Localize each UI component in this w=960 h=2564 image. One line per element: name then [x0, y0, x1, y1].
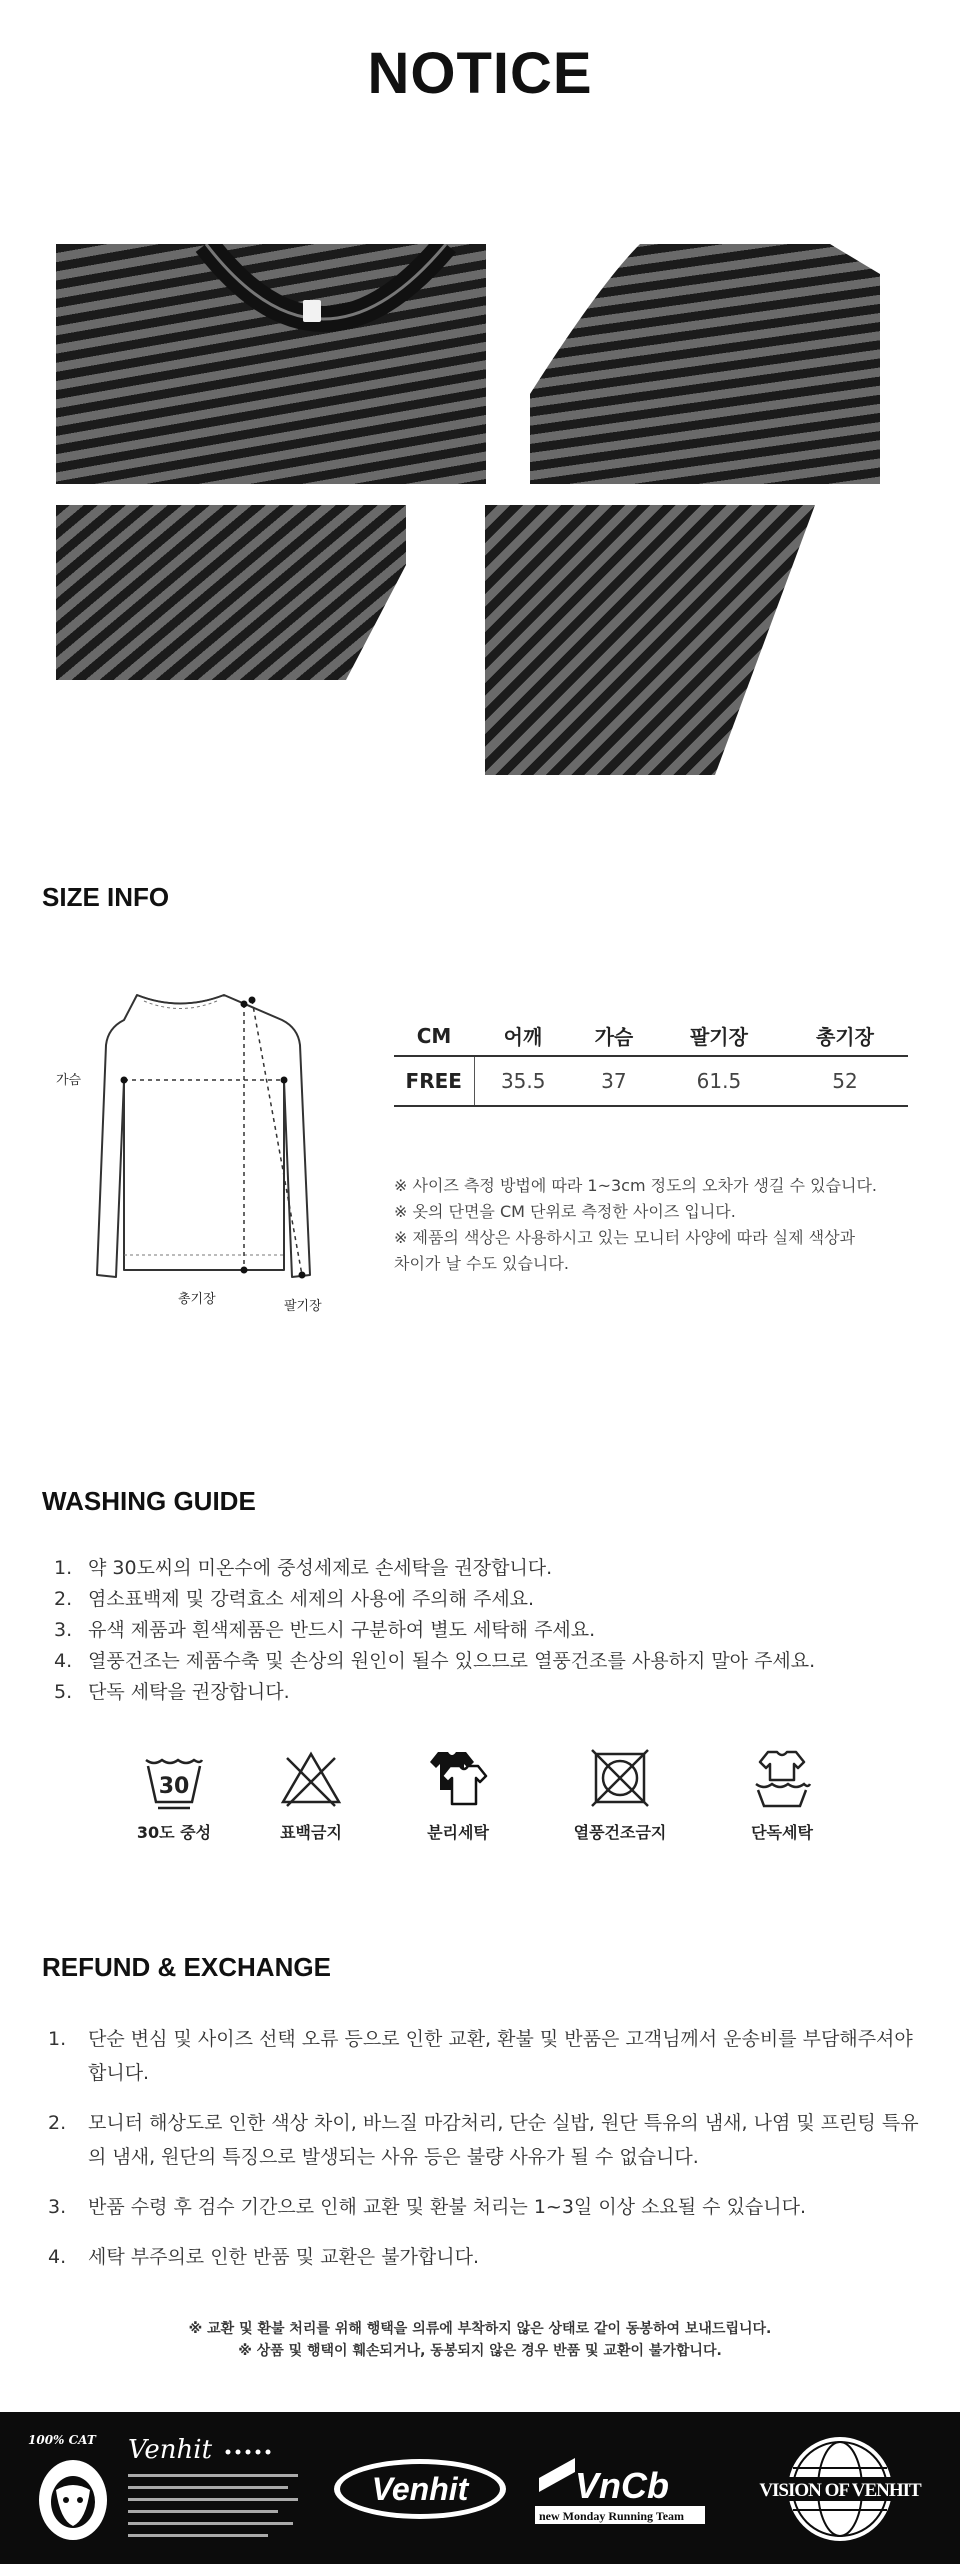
wash-alone-icon [750, 1746, 814, 1810]
list-item: 4. 열풍건조는 제품수축 및 손상의 원인이 될수 있으므로 열풍건조를 사용하지 말아 주세요. [54, 1650, 816, 1672]
list-item: 1. 단순 변심 및 사이즈 선택 오류 등으로 인한 교환, 환불 및 반품은 고객님께서 운송비를 부담해주셔야 합니다. [48, 2028, 913, 2084]
size-table-header-chest: 가슴 [572, 1016, 656, 1056]
svg-text:VISION OF VENHIT: VISION OF VENHIT [759, 2480, 921, 2501]
svg-text:Venhit: Venhit [128, 2435, 213, 2465]
list-item: 1. 약 30도씨의 미온수에 중성세제로 손세탁을 권장합니다. [54, 1557, 553, 1579]
list-item: 5. 단독 세탁을 권장합니다. [54, 1681, 290, 1703]
size-table-cell: 37 [572, 1056, 656, 1106]
diagram-chest-label: 가슴 [56, 1073, 82, 1088]
refund-list [42, 2022, 922, 2290]
care-item-no-bleach [251, 1746, 371, 1843]
size-table-header-sleeve: 팔기장 [656, 1016, 782, 1056]
size-table-header-row [394, 1016, 908, 1056]
care-label: 분리세탁 [427, 1823, 489, 1842]
svg-text:Venhit: Venhit [371, 2471, 469, 2507]
page-title: NOTICE [367, 41, 593, 106]
care-item-wash-alone [722, 1746, 842, 1843]
list-item: 2. 모니터 해상도로 인한 색상 차이, 바느질 마감처리, 단순 실밥, 원단 특유의 냄새, 나염 및 프린팅 특유의 냄새, 원단의 특징으로 발생되는 사유 등은 불량 사유가 될 수 없습니다. [48, 2112, 919, 2168]
list-item: 2. 염소표백제 및 강력효소 세제의 사용에 주의해 주세요. [54, 1588, 535, 1610]
size-note: 차이가 날 수도 있습니다. [394, 1254, 569, 1273]
size-table-size-free: FREE [394, 1056, 474, 1106]
refund-notes [0, 2318, 960, 2362]
washing-guide-list [50, 1553, 815, 1708]
list-item: 3. 반품 수령 후 검수 기간으로 인해 교환 및 환불 처리는 1~3일 이상 소요될 수 있습니다. [48, 2196, 807, 2218]
size-notes [394, 1173, 877, 1277]
size-note: ※ 옷의 단면을 CM 단위로 측정한 사이즈 입니다. [394, 1202, 736, 1221]
size-table [394, 1016, 908, 1107]
care-icons-row [0, 1746, 960, 1856]
no-bleach-icon [279, 1746, 343, 1810]
product-photo-hem [485, 505, 905, 775]
svg-text:new Monday Running Team: new Monday Running Team [539, 2509, 685, 2523]
care-label: 30도 중성 [136, 1823, 212, 1842]
care-label: 단독세탁 [751, 1823, 813, 1842]
size-table-row [394, 1056, 908, 1106]
list-item: 3. 유색 제품과 흰색제품은 반드시 구분하여 별도 세탁해 주세요. [54, 1619, 596, 1641]
size-note: ※ 사이즈 측정 방법에 따라 1~3cm 정도의 오차가 생길 수 있습니다. [394, 1176, 877, 1195]
separate-wash-icon [426, 1746, 490, 1810]
brand-footer [0, 2412, 960, 2564]
size-info-title: SIZE INFO [42, 882, 170, 912]
svg-text:100% CAT: 100% CAT [28, 2433, 96, 2447]
size-table-cell: 35.5 [474, 1056, 572, 1106]
list-item: 4. 세탁 부주의로 인한 반품 및 교환은 불가합니다. [48, 2246, 480, 2268]
svg-text:VnCb: VnCb [575, 2465, 669, 2506]
care-item-wash-30 [114, 1746, 234, 1843]
size-table-header-shoulder: 어깨 [474, 1016, 572, 1056]
washing-guide-title: WASHING GUIDE [42, 1486, 256, 1516]
venhit-logo [330, 2454, 510, 2524]
vision-globe-logo [740, 2432, 940, 2547]
refund-title: REFUND & EXCHANGE [42, 1952, 331, 1982]
care-label: 열풍건조금지 [573, 1823, 667, 1842]
no-tumble-dry-icon [588, 1746, 652, 1810]
size-table-cell: 61.5 [656, 1056, 782, 1106]
product-photo-shoulder [530, 244, 880, 484]
diagram-length-label: 총기장 [178, 1292, 216, 1307]
svg-text:30: 30 [158, 1774, 190, 1799]
product-photo-neckline [56, 244, 486, 484]
wash-30-icon [142, 1746, 206, 1810]
care-label: 표백금지 [280, 1823, 342, 1842]
care-item-separate-wash [398, 1746, 518, 1843]
refund-note: ※ 교환 및 환불 처리를 위해 행택을 의류에 부착하지 않은 상태로 같이 동봉하여 보내드립니다. [188, 2321, 772, 2337]
size-table-header-length: 총기장 [782, 1016, 908, 1056]
size-table-cell: 52 [782, 1056, 908, 1106]
vncb-logo [535, 2450, 710, 2530]
size-table-header-cm: CM [394, 1016, 474, 1056]
diagram-sleeve-label: 팔기장 [284, 1299, 322, 1314]
care-item-no-tumble-dry [560, 1746, 680, 1843]
refund-note: ※ 상품 및 행택이 훼손되거나, 동봉되지 않은 경우 반품 및 교환이 불가합니다. [238, 2343, 722, 2359]
cat-poster-logo [28, 2430, 313, 2550]
size-note: ※ 제품의 색상은 사용하시고 있는 모니터 사양에 따라 실제 색상과 [394, 1228, 856, 1247]
garment-size-diagram [52, 970, 342, 1320]
product-photo-sleeve [56, 505, 406, 680]
